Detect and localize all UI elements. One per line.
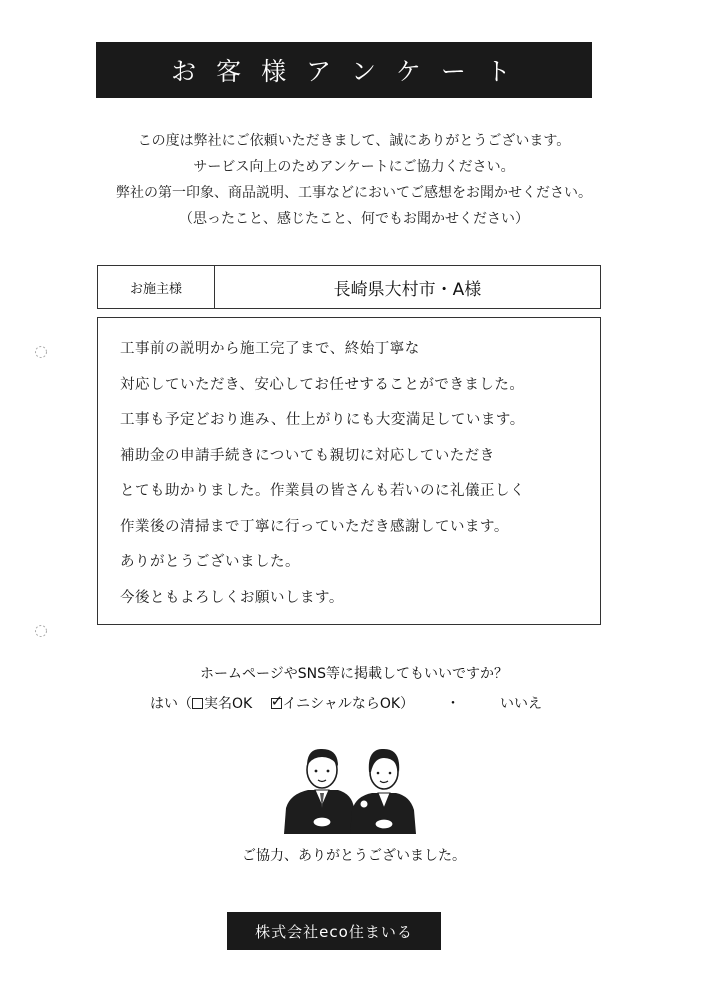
intro-line: （思ったこと、感じたこと、何でもお聞かせください） (179, 211, 529, 227)
sns-separator: ・ (446, 696, 461, 712)
man-figure-icon (284, 749, 356, 834)
comment-line: 工事も予定どおり進み、仕上がりにも大変満足しています。 (120, 412, 525, 428)
punch-hole-mark (34, 624, 48, 638)
survey-title-bar (96, 42, 592, 98)
comment-line: 工事前の説明から施工完了まで、終始丁寧な (120, 341, 420, 357)
intro-line: この度は弊社にご依頼いただきまして、誠にありがとうございます。 (137, 133, 571, 149)
comment-line: 今後ともよろしくお願いします。 (120, 589, 344, 606)
client-row (97, 265, 601, 309)
company-name-bar (227, 912, 441, 950)
intro-line: サービス向上のためアンケートにご協力ください。 (193, 159, 515, 175)
comment-line: とても助かりました。作業員の皆さんも若いのに礼儀正しく (120, 483, 525, 499)
sns-no-label: いいえ (500, 696, 543, 712)
client-value: 長崎県大村市・A様 (333, 279, 482, 300)
comment-box (97, 317, 601, 625)
checkbox-initials[interactable] (271, 698, 282, 709)
survey-title: お 客 様 ア ン ケ ー ト (171, 57, 517, 86)
staff-illustration (282, 738, 422, 834)
intro-text (40, 128, 668, 232)
comment-line: 補助金の申請手続きについても親切に対応していただき (120, 447, 495, 464)
sns-question: ホームページやSNS等に掲載してもいいですか？ (200, 666, 508, 682)
checkbox-real-name[interactable] (192, 698, 203, 709)
intro-line: 弊社の第一印象、商品説明、工事などにおいてご感想をお聞かせください。 (116, 185, 592, 201)
comment-line: 対応していただき、安心してお任せすることができました。 (120, 376, 525, 393)
option-initials-label: イニシャルならOK） (282, 696, 415, 712)
handwritten-comment (120, 332, 600, 616)
woman-figure-icon (350, 749, 416, 834)
sns-options (150, 693, 542, 713)
comment-line: ありがとうございました。 (120, 554, 300, 570)
punch-hole-mark (34, 345, 48, 359)
thanks-message: ご協力、ありがとうございました。 (242, 848, 466, 864)
sns-yes-label: はい（ (150, 696, 192, 712)
client-label: お施主様 (98, 266, 215, 308)
option-real-name-label: 実名OK (204, 696, 253, 712)
comment-line: 作業後の清掃まで丁寧に行っていただき感謝しています。 (120, 518, 509, 535)
company-name: 株式会社eco住まいる (255, 922, 413, 941)
